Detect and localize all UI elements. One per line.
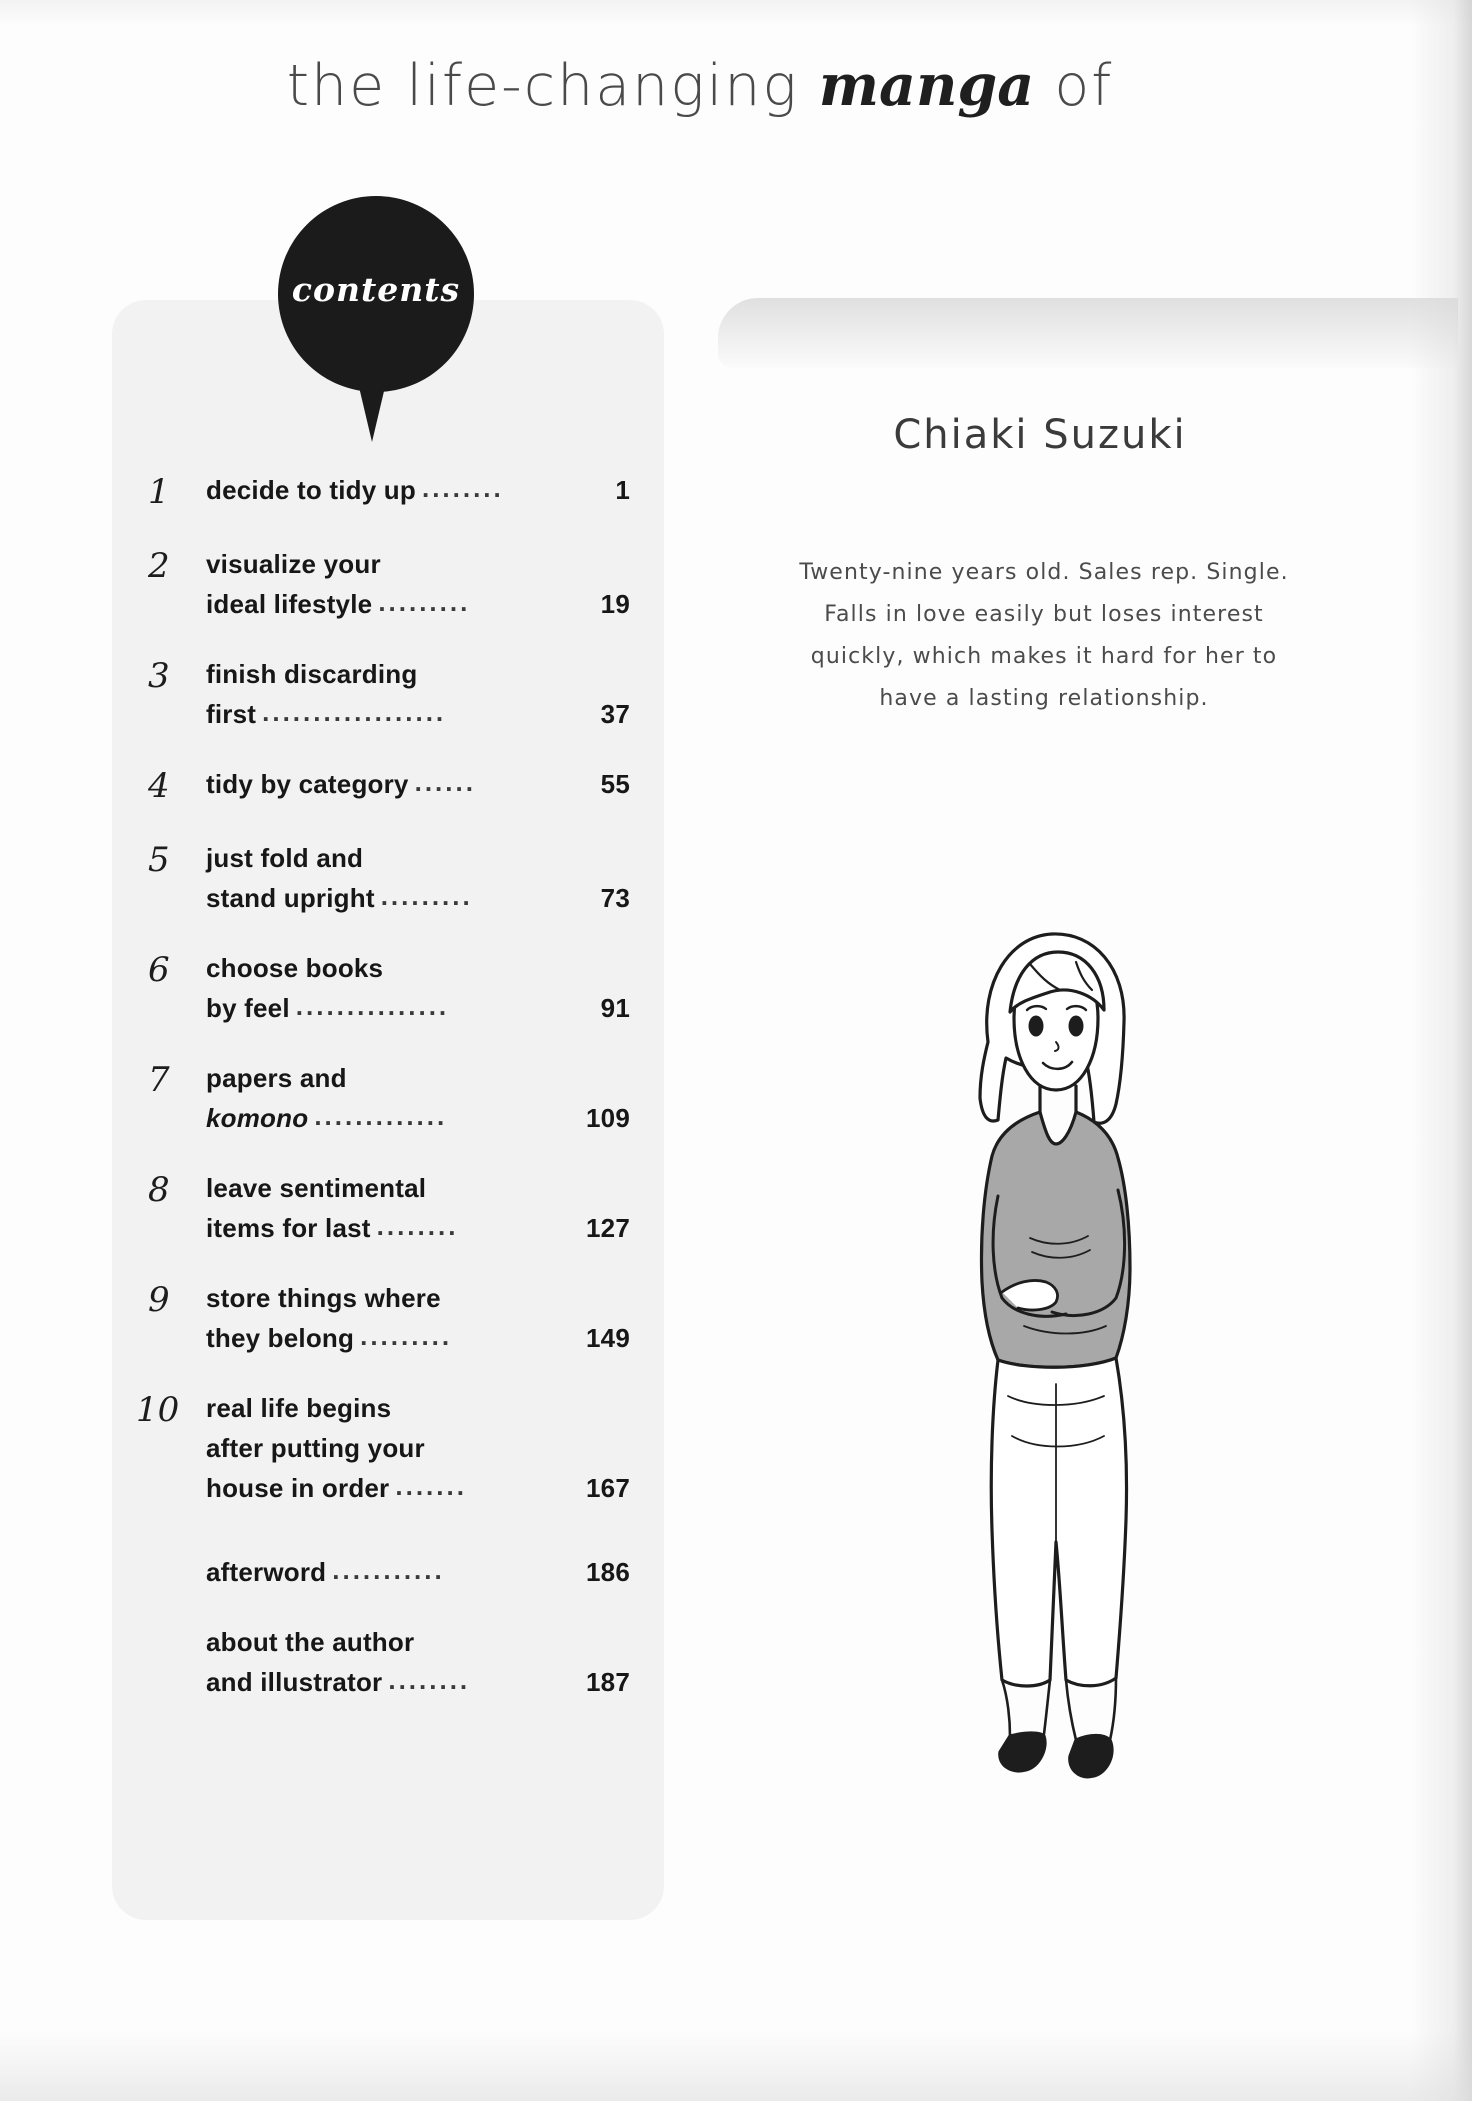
toc-entry[interactable]	[112, 1058, 664, 1138]
toc-page-number: 55	[600, 769, 630, 799]
toc-leader-dots: .........	[360, 1321, 453, 1351]
toc-entry-body	[206, 948, 630, 1028]
toc-page-number: 109	[586, 1103, 630, 1133]
toc-entry-body	[206, 1058, 630, 1138]
toc-page-number: 37	[600, 699, 630, 729]
toc-page-number: 73	[600, 883, 630, 913]
toc-entry-number: 5	[148, 840, 170, 880]
toc-entry-body	[206, 764, 630, 804]
toc-entry-line	[206, 948, 630, 988]
toc-entry-title: choose books	[206, 953, 384, 983]
toc-entry-title: and illustrator	[206, 1667, 383, 1697]
toc-entry-body	[206, 1388, 630, 1508]
toc-entry-title: by feel	[206, 993, 290, 1023]
toc-entry[interactable]	[112, 1278, 664, 1358]
toc-page-number: 149	[586, 1323, 630, 1353]
toc-page-number: 167	[586, 1473, 630, 1503]
toc-entry-line	[206, 694, 630, 734]
toc-entry-title: they belong	[206, 1323, 355, 1353]
toc-entry-line	[206, 1278, 630, 1318]
toc-entry-title: komono	[206, 1103, 309, 1133]
toc-entry-number: 7	[148, 1060, 170, 1100]
standing-woman-illustration	[880, 890, 1220, 1900]
scan-shadow-band	[718, 298, 1458, 368]
toc-entry-number: 3	[148, 656, 170, 696]
toc-entry-line	[206, 988, 630, 1028]
toc-entry-line	[206, 1468, 630, 1508]
toc-entry[interactable]	[112, 1168, 664, 1248]
toc-entry-line	[206, 838, 630, 878]
toc-entry-line	[206, 584, 630, 624]
toc-entry-line	[206, 878, 630, 918]
toc-page-number: 19	[600, 589, 630, 619]
toc-entry-line	[206, 470, 630, 510]
toc-leader-dots: ...............	[295, 991, 450, 1021]
toc-entry-title: ideal lifestyle	[206, 589, 373, 619]
toc-entry-title: papers and	[206, 1063, 347, 1093]
character-description: Twenty-nine years old. Sales rep. Single. Falls in love easily but loses interest quickly, which makes it hard for her to have a lasting relationship.	[799, 560, 1289, 711]
toc-entry-title: first	[206, 699, 257, 729]
toc-entry-title: after putting your	[206, 1433, 425, 1463]
toc-entry-title: afterword	[206, 1557, 327, 1587]
toc-entry[interactable]	[112, 470, 664, 514]
toc-entry-title: house in order	[206, 1473, 390, 1503]
toc-entry-line	[206, 1552, 630, 1592]
toc-entry-title: leave sentimental	[206, 1173, 427, 1203]
toc-entry[interactable]	[112, 1552, 664, 1592]
toc-entry-number: 6	[148, 950, 170, 990]
toc-entry-line	[206, 1168, 630, 1208]
toc-leader-dots: .......	[395, 1471, 467, 1501]
toc-leader-dots: ........	[388, 1665, 471, 1695]
contents-bubble-label: contents	[291, 270, 461, 309]
toc-entry-line	[206, 1208, 630, 1248]
toc-leader-dots: .........	[378, 587, 471, 617]
toc-entry-title: stand upright	[206, 883, 375, 913]
toc-entry-title: visualize your	[206, 549, 381, 579]
toc-entry-line	[206, 1388, 630, 1428]
toc-entry-line	[206, 544, 630, 584]
toc-entry[interactable]	[112, 1388, 664, 1508]
toc-leader-dots: ...........	[332, 1555, 445, 1585]
page-title	[0, 52, 1400, 119]
toc-entry[interactable]	[112, 948, 664, 1028]
toc-entry-body	[206, 544, 630, 624]
toc-page-number: 127	[586, 1213, 630, 1243]
toc-page-number: 186	[586, 1557, 630, 1587]
toc-entry[interactable]	[112, 1622, 664, 1702]
toc-entry[interactable]	[112, 544, 664, 624]
scan-edge-top	[0, 0, 1472, 26]
toc-entry-number: 8	[148, 1170, 170, 1210]
toc-page-number: 1	[615, 475, 630, 505]
toc-leader-dots: ..................	[262, 697, 447, 727]
toc-entry-line	[206, 764, 630, 804]
title-part-2: of	[1034, 53, 1114, 119]
toc-entry-number: 9	[148, 1280, 170, 1320]
toc-entry-line	[206, 1098, 630, 1138]
toc-entry[interactable]	[112, 764, 664, 808]
toc-page-number: 91	[600, 993, 630, 1023]
table-of-contents	[112, 470, 664, 1732]
toc-entry-number: 4	[148, 766, 170, 806]
toc-entry[interactable]	[112, 654, 664, 734]
toc-entry-line	[206, 654, 630, 694]
toc-entry-body	[206, 470, 630, 510]
toc-page-number: 187	[586, 1667, 630, 1697]
toc-entry-title: finish discarding	[206, 659, 418, 689]
toc-entry-number: 2	[148, 546, 170, 586]
toc-entry-title: items for last	[206, 1213, 371, 1243]
toc-entry-line	[206, 1662, 630, 1702]
toc-entry-body	[206, 838, 630, 918]
toc-entry-title: tidy by category	[206, 769, 409, 799]
scan-edge-right	[1410, 0, 1472, 2101]
toc-entry-title: real life begins	[206, 1393, 392, 1423]
toc-entry-line	[206, 1318, 630, 1358]
toc-leader-dots: .............	[314, 1101, 448, 1131]
toc-entry-number: 10	[136, 1390, 180, 1430]
toc-entry-body	[206, 1278, 630, 1358]
toc-entry-body	[206, 1552, 630, 1592]
scan-edge-bottom	[0, 2031, 1472, 2101]
toc-leader-dots: .........	[380, 881, 473, 911]
toc-entry-body	[206, 654, 630, 734]
toc-leader-dots: ........	[421, 473, 504, 503]
toc-entry-title: store things where	[206, 1283, 441, 1313]
toc-entry-title: decide to tidy up	[206, 475, 416, 505]
toc-entry-line	[206, 1428, 630, 1468]
toc-entry-title: just fold and	[206, 843, 364, 873]
toc-entry-line	[206, 1058, 630, 1098]
toc-entry-body	[206, 1168, 630, 1248]
title-part-1: the life-changing	[286, 53, 819, 119]
toc-entry-body	[206, 1622, 630, 1702]
title-script-word: manga	[818, 52, 1035, 119]
character-name: Chiaki Suzuki	[893, 412, 1187, 458]
toc-entry-number: 1	[148, 472, 170, 512]
toc-entry[interactable]	[112, 838, 664, 918]
toc-entry-line	[206, 1622, 630, 1662]
toc-leader-dots: ........	[376, 1211, 459, 1241]
toc-leader-dots: ......	[414, 767, 476, 797]
toc-entry-title: about the author	[206, 1627, 415, 1657]
